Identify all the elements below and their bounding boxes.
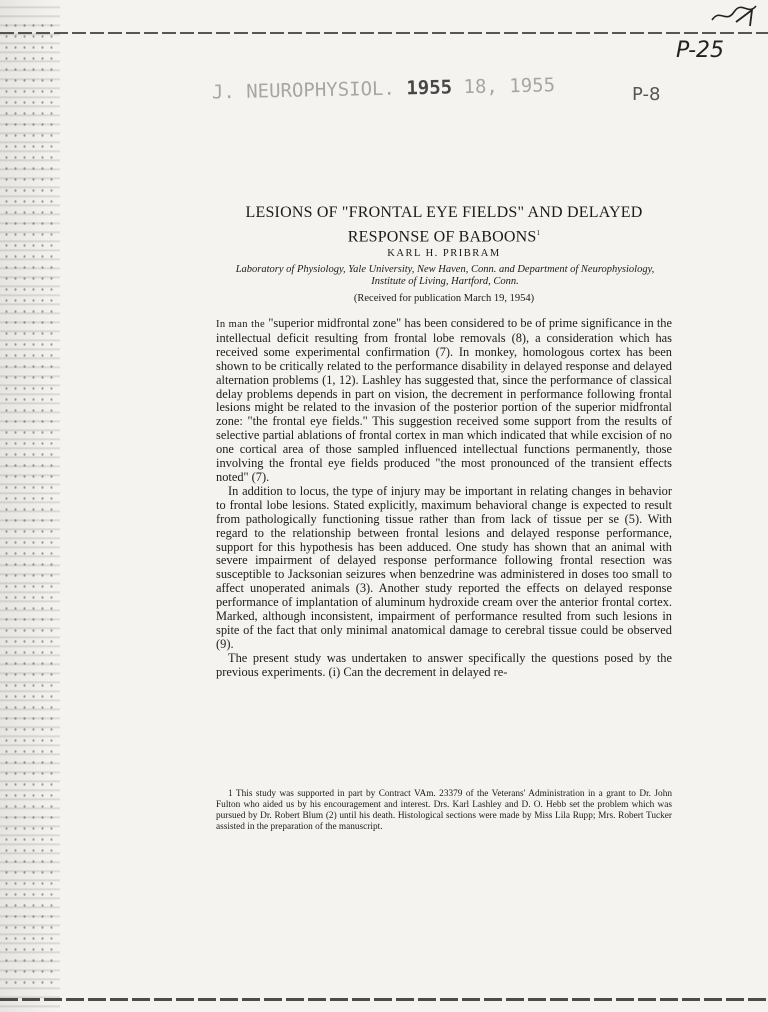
article-body <box>216 317 672 680</box>
handwritten-page-mark: P-25 <box>676 38 724 63</box>
lead-in-smallcaps: In man the <box>216 319 266 330</box>
received-date: (Received for publication March 19, 1954) <box>353 293 535 304</box>
body-paragraph <box>216 317 672 485</box>
journal-stamp <box>211 74 556 118</box>
scan-bottom-border <box>0 998 768 1001</box>
article-affiliation: Laboratory of Physiology, Yale University, New Haven, Conn. and Department of Neurophysiology, Institute of Living, Hartford, Conn. <box>235 264 655 287</box>
paragraph-text: "superior midfrontal zone" has been considered to be of prime significance in the intellectual deficit resulting from frontal lobe removals (8), a consideration which has received some experimental confirmation (7). In monkey, homologous cortex has been shown to be critically related to the performance disability in delayed response and delayed alternation problems (1, 12). Lashley has suggested that, since the performance of classical delay problems depends in part on vision, the decrement in performance following frontal lesions might be related to the invasion of the posterior portion of the superior midfrontal zone: "the frontal eye fields." This suggestion received some support from the results of selective partial ablations of frontal cortex in man which indicated that while excision of no one cortical area of those sampled influenced intellectual functions permanently, those involving the frontal eye fields produced "the most pronounced of the transient effects noted" (7). <box>216 316 672 484</box>
scan-left-edge-specks <box>2 20 54 990</box>
corner-scribble-mark <box>706 2 760 30</box>
stamp-suffix: 18, 1955 <box>463 74 556 99</box>
footnote <box>216 789 672 833</box>
article-title <box>216 203 672 247</box>
footnote-text: 1 This study was supported in part by Contract VAm. 23379 of the Veterans' Administration in a grant to Dr. John Fulton who aided us by his encouragement and interest. Drs. Karl Lashley and D. O. Hebb set the problem which was pursued by Dr. Robert Blum (2) until his death. Histological sections were made by Miss Lila Rupp; Mrs. Robert Tucker assisted in the preparation of the manuscript. <box>216 789 672 832</box>
body-paragraph: In addition to locus, the type of injury may be important in relating changes in behavior to frontal lobe lesions. Stated explicitly, maximum behavioral change is expected to result from pathologically functioning tissue rather than from lack of tissue per se (5). With regard to the relationship between frontal lesions and delayed response performance, support for this hypothesis has been adduced. One study has shown that an animal with severe impairment of delayed response performance following frontal resection was susceptible to Jacksonian seizures when benzedrine was administered in doses too small to affect unoperated animals (3). Another study reported the effects on delayed response performance of implantation of aluminum hydroxide cream over the anterior frontal cortex. Marked, although inconsistent, impairment of performance resulted from such lesions in spite of the fact that only minimal anatomical damage to cerebral tissue could be observed (9). <box>216 483 672 651</box>
stamp-prefix: J. NEUROPHYSIOL. <box>211 77 396 104</box>
scan-top-border <box>0 32 768 34</box>
body-paragraph: The present study was undertaken to answer specifically the questions posed by the previous experiments. (i) Can the decrement in delayed re- <box>216 650 672 679</box>
handwritten-corner-mark: P-8 <box>632 84 661 105</box>
article-title-text: LESIONS OF "FRONTAL EYE FIELDS" AND DELAYED RESPONSE OF BABOONS <box>245 204 643 246</box>
article-author: KARL H. PRIBRAM <box>387 248 501 259</box>
stamp-year: 1955 <box>406 76 453 100</box>
title-footnote-marker: 1 <box>536 229 541 237</box>
